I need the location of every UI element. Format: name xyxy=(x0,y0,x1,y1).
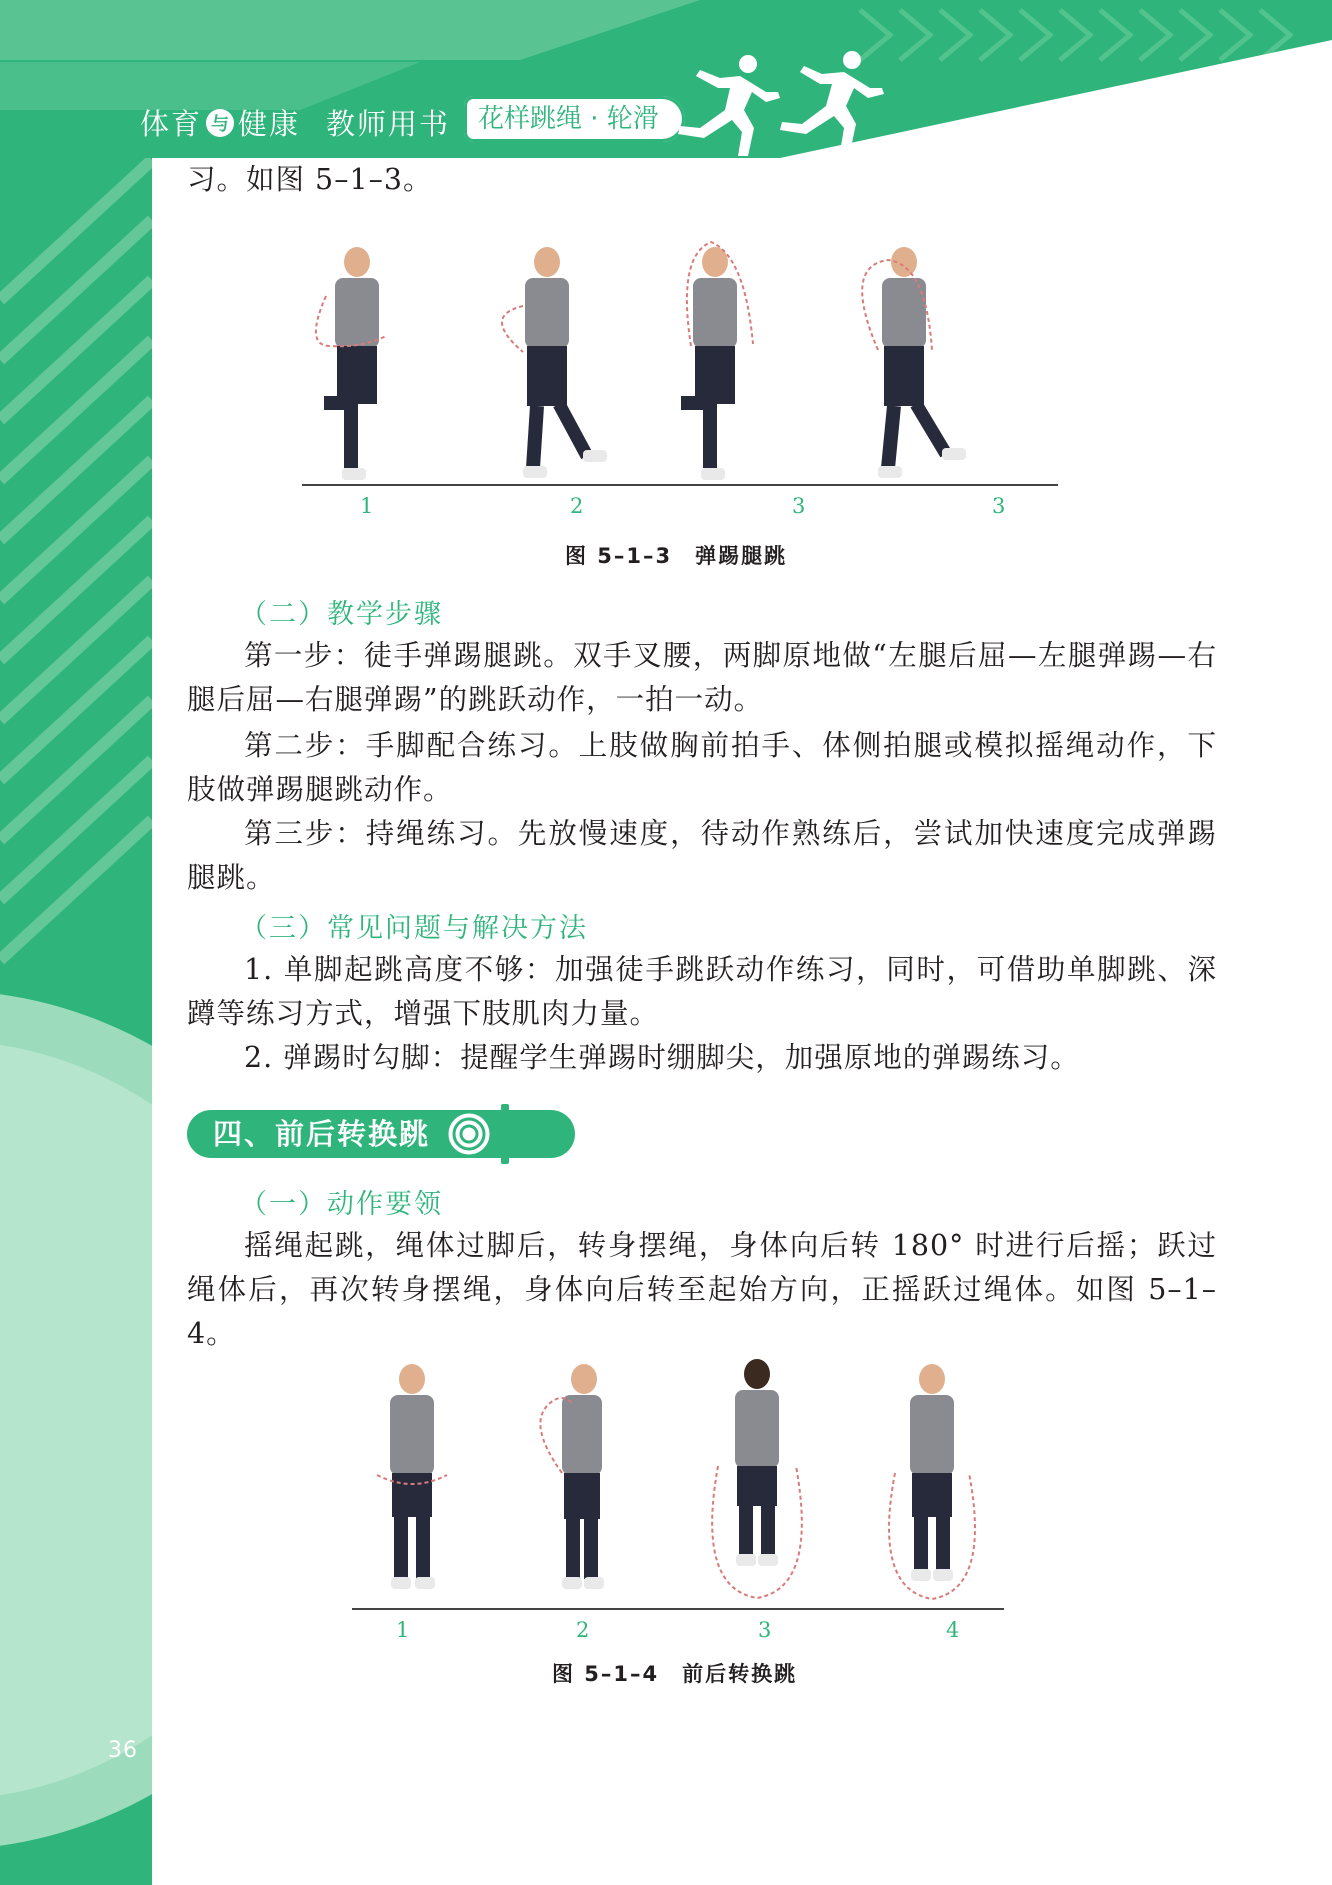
teaching-steps-heading: （二）教学步骤 xyxy=(240,599,443,630)
figure1-number-4: 3 xyxy=(992,494,1006,518)
problem-2-text: 2. 弹踢时勾脚：提醒学生弹踢时绷脚尖，加强原地的弹踢练习。 xyxy=(244,1041,1080,1074)
runners-icon xyxy=(670,48,900,158)
figure1-number-1: 1 xyxy=(360,494,374,518)
common-problems-heading: （三）常见问题与解决方法 xyxy=(240,913,588,944)
decorative-stripes xyxy=(0,0,152,1885)
book-title-part3: 教师用书 xyxy=(326,107,451,141)
figure2-person-4 xyxy=(867,1363,997,1603)
figure1-number-2: 2 xyxy=(570,494,584,518)
section-title: 四、前后转换跳 xyxy=(213,1117,431,1151)
step-2-text: 第二步：手脚配合练习。上肢做胸前拍手、体侧拍腿或模拟摇绳动作，下肢做弹踢腿跳动作。 xyxy=(187,729,1217,806)
left-decorative-band xyxy=(0,0,152,1885)
page-content xyxy=(152,158,1332,1885)
figure1-number-3: 3 xyxy=(792,494,806,518)
figure2-ground-line xyxy=(352,1608,1004,1610)
figure2-person-3 xyxy=(692,1358,822,1608)
problem-1-text: 1. 单脚起跳高度不够：加强徒手跳跃动作练习，同时，可借助单脚跳、深蹲等练习方式，增强下肢肌肉力量。 xyxy=(187,953,1217,1030)
book-title-part1: 体育 xyxy=(140,107,203,141)
step-3-text: 第三步：持绳练习。先放慢速度，待动作熟练后，尝试加快速度完成弹踢腿跳。 xyxy=(187,817,1217,894)
action-essentials-text: 摇绳起跳，绳体过脚后，转身摆绳，身体向后转 180° 时进行后摇；跃过绳体后，再次转身摆绳，身体向后转至起始方向，正摇跃过绳体。如图 5–1–4。 xyxy=(187,1229,1217,1350)
figure2-number-3: 3 xyxy=(758,1618,772,1642)
page-number: 36 xyxy=(108,1738,138,1763)
figure2-caption: 图 5–1–4 前后转换跳 xyxy=(552,1662,798,1686)
figure1-caption: 图 5–1–3 弹踢腿跳 xyxy=(565,544,788,568)
figure2-number-2: 2 xyxy=(576,1618,590,1642)
figure1-ground-line xyxy=(302,484,1058,486)
yu-badge-icon: 与 xyxy=(206,109,234,137)
book-title-part2: 健康 xyxy=(238,107,301,141)
chapter-tag: 花样跳绳 · 轮滑 xyxy=(464,96,685,142)
figure1-person-2 xyxy=(487,246,617,486)
header-band xyxy=(0,0,1332,158)
step-1-text: 第一步：徒手弹踢腿跳。双手叉腰，两脚原地做“左腿后屈—左腿弹踢—右腿后屈—右腿弹踢”的跳跃动作，一拍一动。 xyxy=(187,639,1217,716)
figure1-person-1 xyxy=(302,246,412,486)
figure2-person-1 xyxy=(357,1363,467,1603)
continuation-text: 习。如图 5–1–3。 xyxy=(187,163,433,196)
figure2-number-1: 1 xyxy=(396,1618,410,1642)
section-banner xyxy=(187,1110,575,1158)
jump-rope-icon xyxy=(445,1104,515,1164)
figure1-person-4 xyxy=(842,246,972,486)
figure2-number-4: 4 xyxy=(946,1618,960,1642)
figure2-person-2 xyxy=(522,1363,632,1603)
figure1-person-3 xyxy=(657,236,767,486)
book-title xyxy=(140,102,450,143)
action-essentials-heading: （一）动作要领 xyxy=(240,1189,443,1220)
